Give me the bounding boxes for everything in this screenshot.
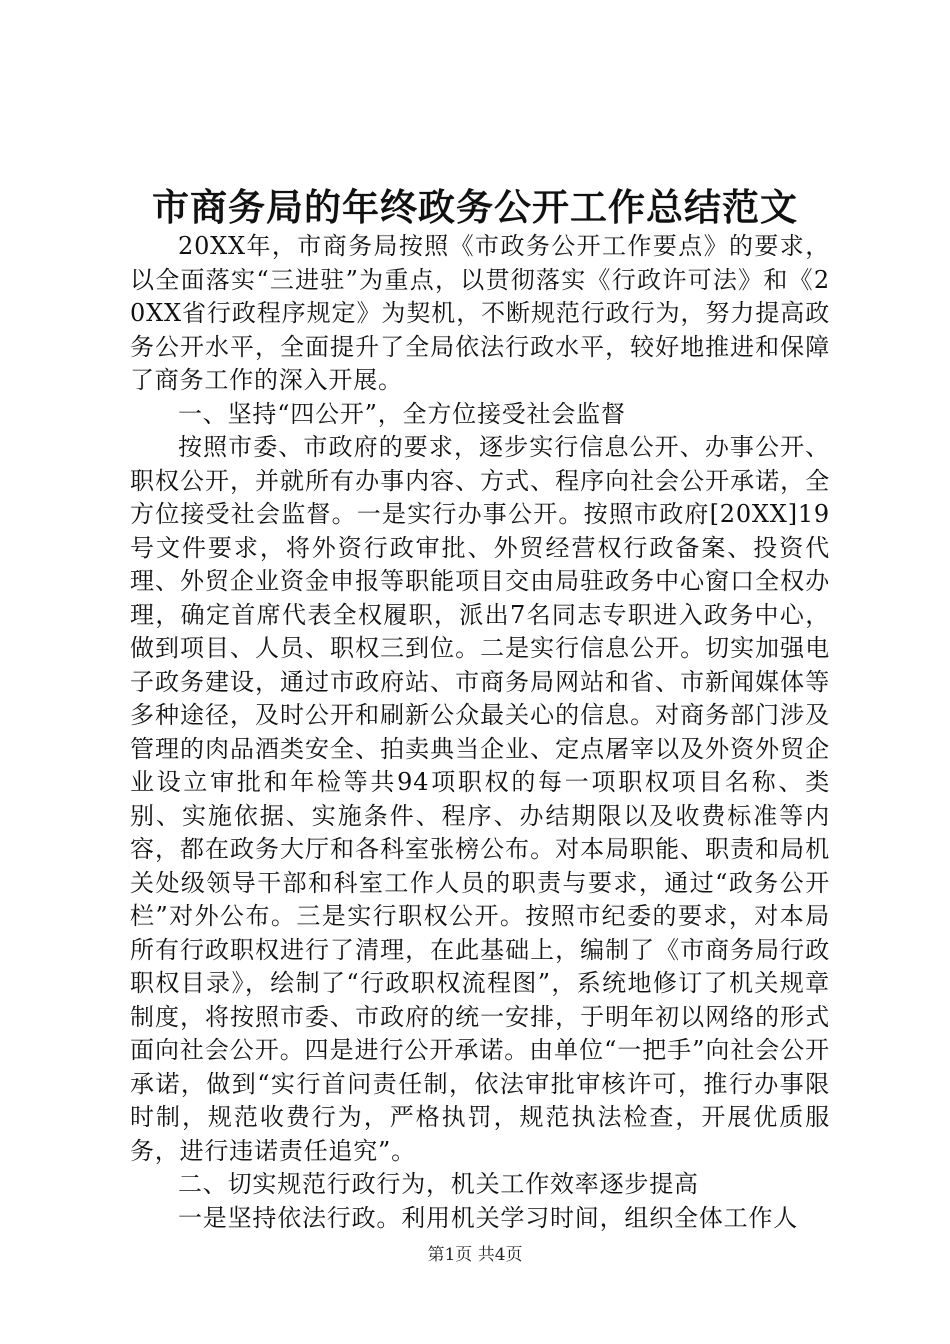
document-title: 市商务局的年终政务公开工作总结范文 xyxy=(152,185,798,229)
section-heading-2: 二、切实规范行政行为，机关工作效率逐步提高 xyxy=(178,1170,699,1198)
page-number-footer: 第1页 共4页 xyxy=(427,1245,523,1265)
intro-paragraph: 20XX年，市商务局按照《市政务公开工作要点》的要求，以全面落实“三进驻”为重点，以贯彻落实《行政许可法》和《20XX省行政程序规定》为契机，不断规范行政行为，努力提高政务公开水平，全面提升了全局依法行政水平，较好地推进和保障了商务工作的深入开展。 xyxy=(130,232,830,394)
section-heading-1: 一、坚持“四公开”，全方位接受社会监督 xyxy=(178,399,626,428)
section-2-paragraph: 一是坚持依法行政。利用机关学习时间，组织全体工作人 xyxy=(178,1203,798,1232)
document-body xyxy=(130,230,830,1235)
section-1-paragraph: 按照市委、市政府的要求，逐步实行信息公开、办事公开、职权公开，并就所有办事内容、方式、程序向社会公开承诺，全方位接受社会监督。一是实行办事公开。按照市政府[20XX]19号文件要求，将外资行政审批、外贸经营权行政备案、投资代理、外贸企业资金申报等职能项目交由局驻政务中心窗口全权办理，确定首席代表全权履职，派出7名同志专职进入政务中心，做到项目、人员、职权三到位。二是实行信息公开。切实加强电子政务建设，通过市政府站、市商务局网站和省、市新闻媒体等多种途径，及时公开和刷新公众最关心的信息。对商务部门涉及管理的肉品酒类安全、拍卖典当企业、定点屠宰以及外资外贸企业设立审批和年检等共94项职权的每一项职权项目名称、类别、实施依据、实施条件、程序、办结期限以及收费标准等内容，都在政务大厅和各科室张榜公布。对本局职能、职责和局机关处级领导干部和科室工作人员的职责与要求，通过“政务公开栏”对外公布。三是实行职权公开。按照市纪委的要求，对本局所有行政职权进行了清理，在此基础上，编制了《市商务局行政职权目录》，绘制了“行政职权流程图”，系统地修订了机关规章制度，将按照市委、市政府的统一安排，于明年初以网络的形式面向社会公开。四是进行公开承诺。由单位“一把手”向社会公开承诺，做到“实行首问责任制，依法审批审核许可，推行办事限时制，规范收费行为，严格执罚，规范执法检查，开展优质服务，进行违诺责任追究”。 xyxy=(130,433,830,1165)
